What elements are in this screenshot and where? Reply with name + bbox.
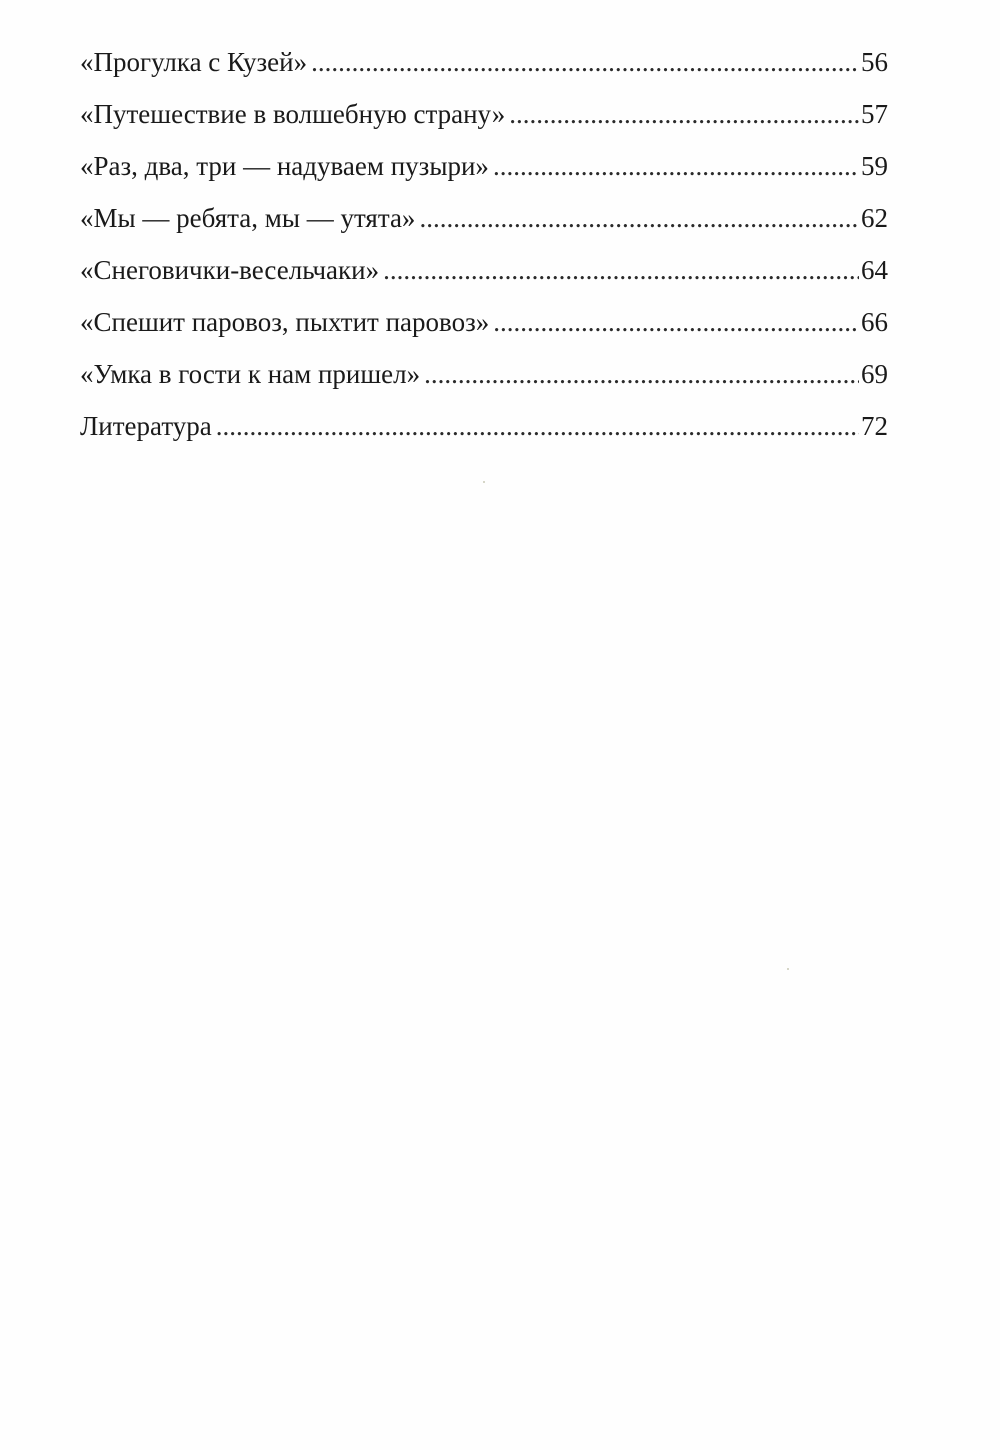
paper-speck xyxy=(787,968,789,970)
dot-leader xyxy=(509,94,859,134)
toc-entry-page: 69 xyxy=(861,359,888,389)
toc-entry xyxy=(80,94,888,146)
toc-entry-title: «Спешит паровоз, пыхтит паровоз» xyxy=(80,307,490,337)
toc-entry-title: «Путешествие в волшебную страну» xyxy=(80,99,506,129)
toc-entry-title: «Мы — ребята, мы — утята» xyxy=(80,203,416,233)
table-of-contents xyxy=(80,42,888,458)
toc-entry xyxy=(80,42,888,94)
toc-entry-title: «Умка в гости к нам пришел» xyxy=(80,359,421,389)
toc-entry-page: 72 xyxy=(861,411,888,441)
toc-entry xyxy=(80,198,888,250)
toc-entry-page: 66 xyxy=(861,307,888,337)
toc-entry-page: 62 xyxy=(861,203,888,233)
toc-entry-title: «Раз, два, три — надуваем пузыри» xyxy=(80,151,489,181)
dot-leader xyxy=(419,198,859,238)
toc-entry xyxy=(80,354,888,406)
paper-speck xyxy=(483,481,485,483)
dot-leader xyxy=(493,302,859,342)
dot-leader xyxy=(383,250,859,290)
toc-entry xyxy=(80,250,888,302)
dot-leader xyxy=(424,354,859,394)
toc-entry xyxy=(80,406,888,458)
toc-entry xyxy=(80,302,888,354)
dot-leader xyxy=(493,146,859,186)
dot-leader xyxy=(311,42,859,82)
toc-entry-page: 56 xyxy=(861,47,888,77)
toc-entry xyxy=(80,146,888,198)
toc-entry-page: 57 xyxy=(861,99,888,129)
dot-leader xyxy=(216,406,859,446)
toc-entry-title: Литература xyxy=(80,411,212,441)
toc-entry-title: «Прогулка с Кузей» xyxy=(80,47,308,77)
toc-entry-title: «Снеговички-весельчаки» xyxy=(80,255,380,285)
toc-entry-page: 59 xyxy=(861,151,888,181)
toc-entry-page: 64 xyxy=(861,255,888,285)
